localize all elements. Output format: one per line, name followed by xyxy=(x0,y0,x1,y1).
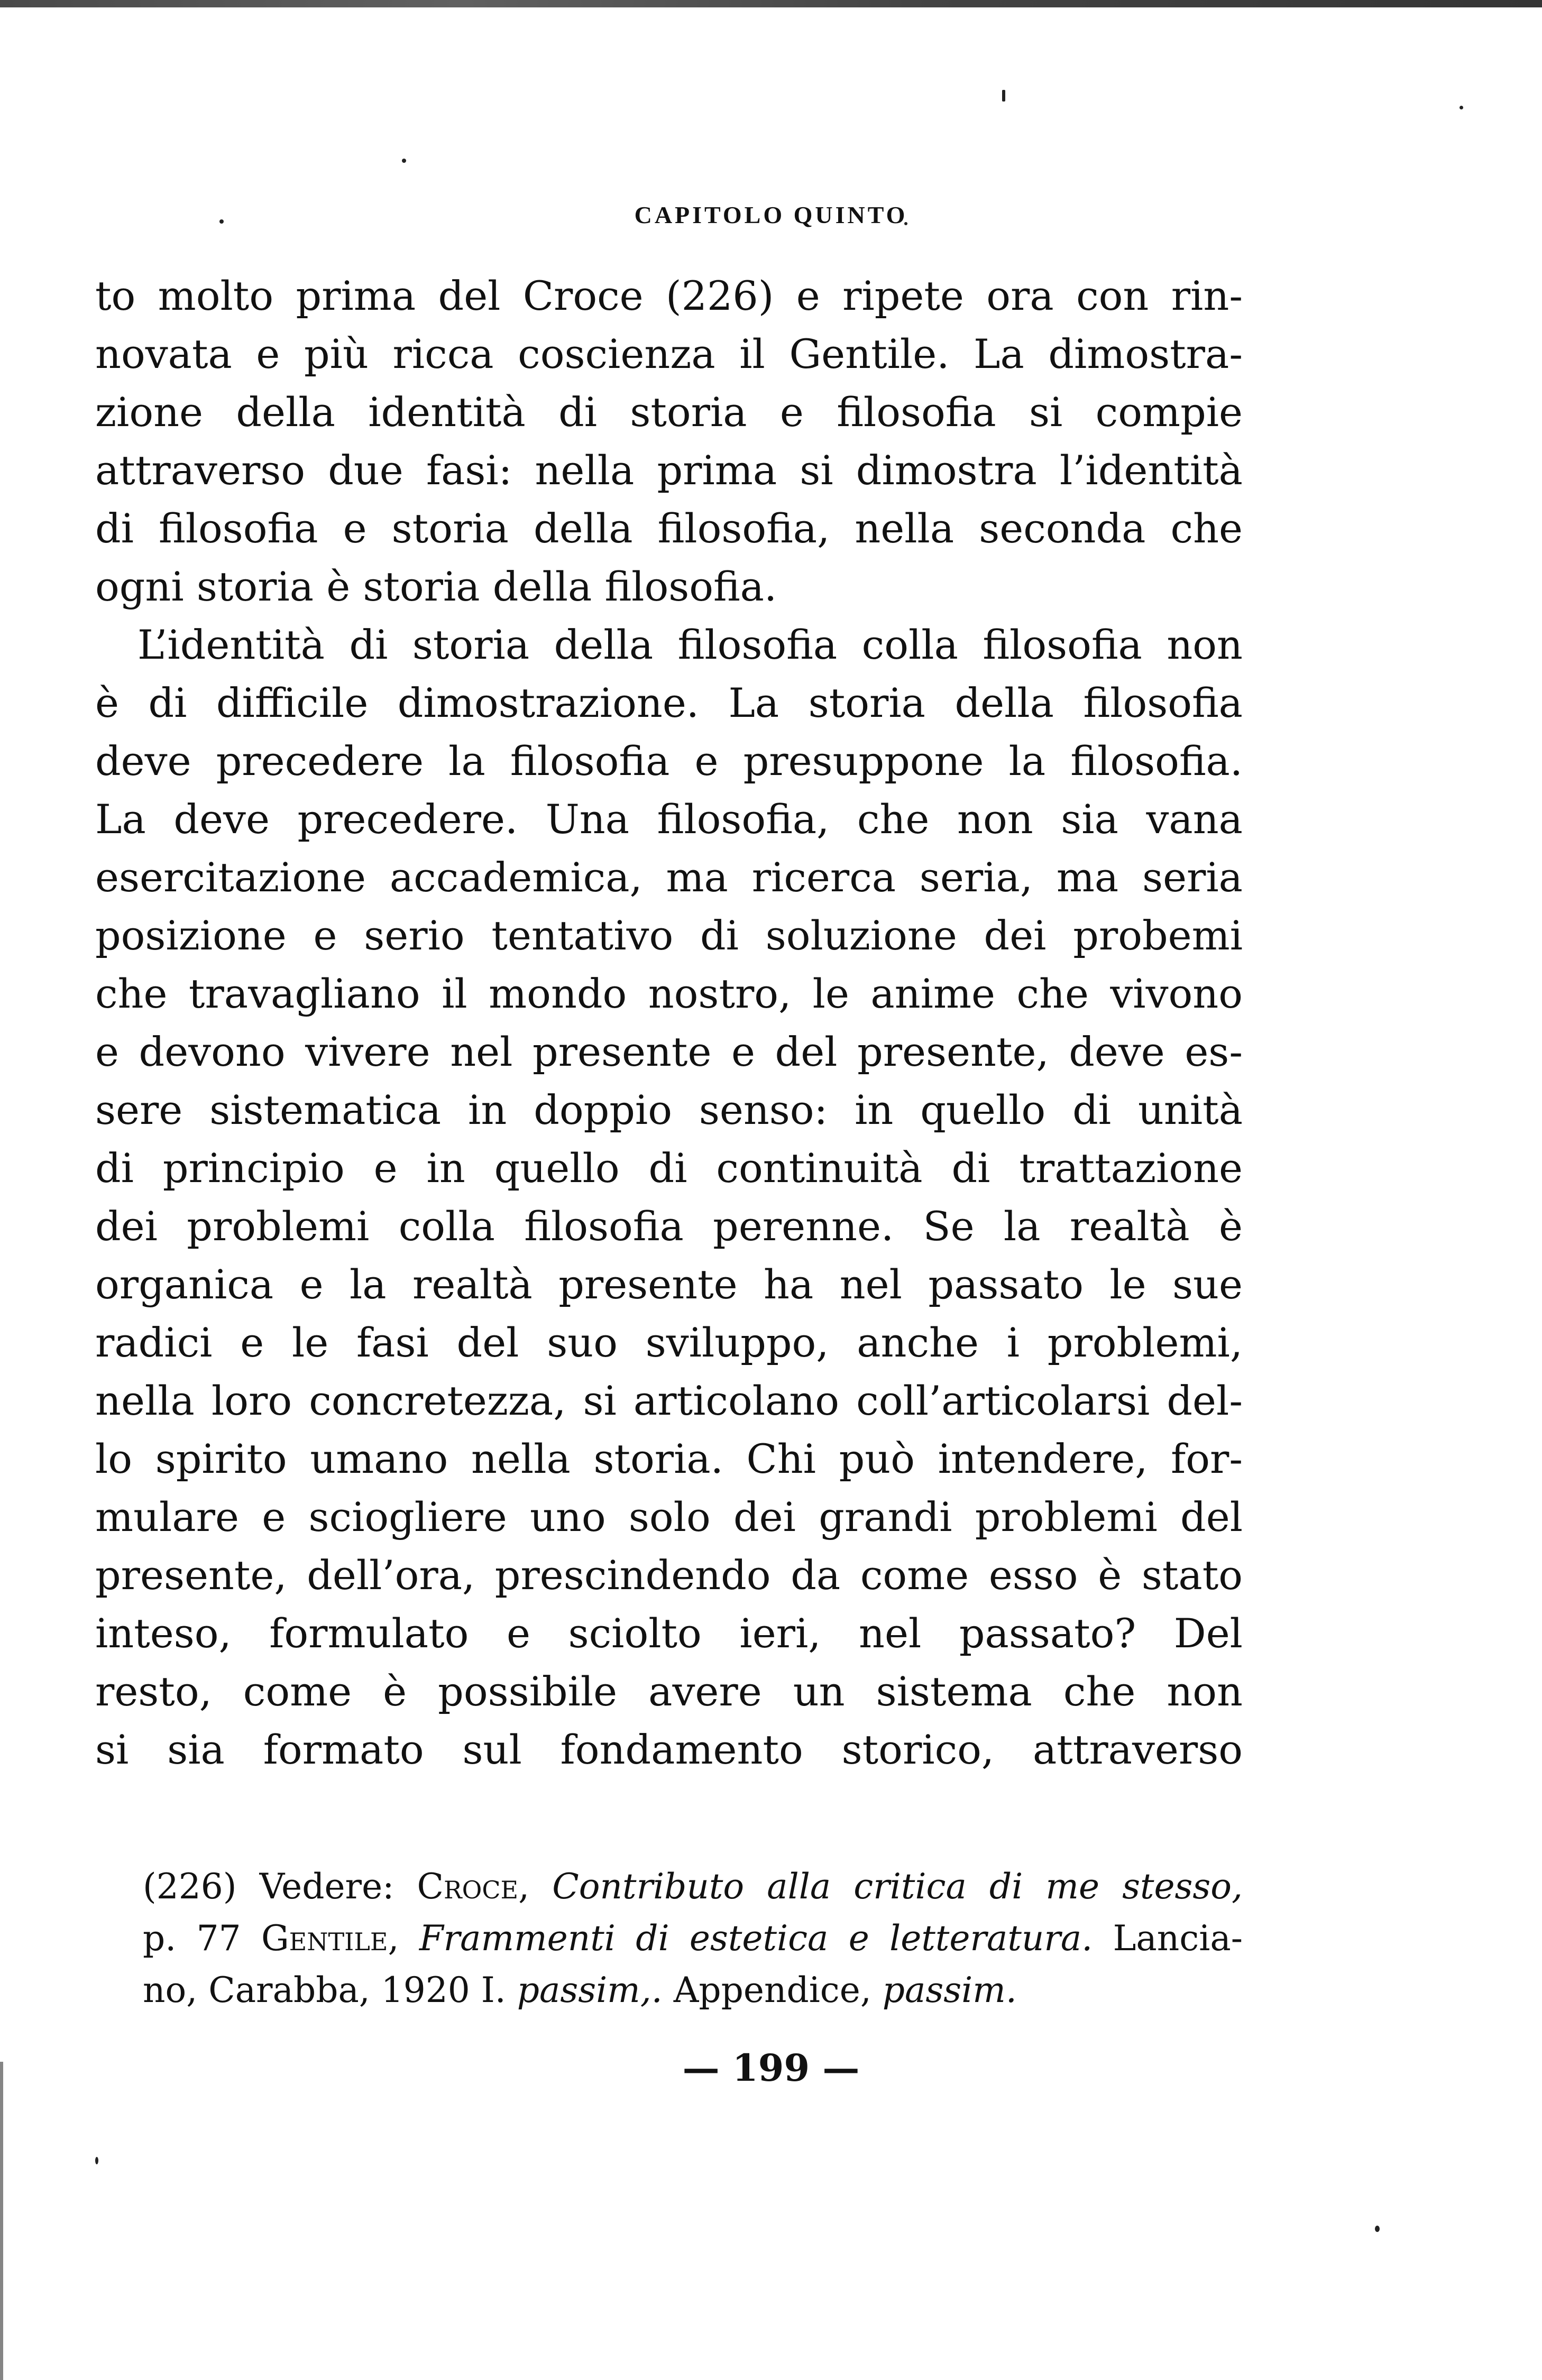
text-line: lo spirito umano nella storia. Chi può intendere, for- xyxy=(95,1435,1243,1482)
footnote-author: Croce, xyxy=(417,1866,530,1907)
text-line: mulare e sciogliere uno solo dei grandi problemi del xyxy=(95,1493,1243,1540)
text-line: La deve precedere. Una filosofia, che non sia vana xyxy=(95,796,1243,843)
text-line: presente, dell’ora, prescindendo da come esso è stato xyxy=(95,1552,1243,1599)
text-line: attraverso due fasi: nella prima si dimostra l’identità xyxy=(95,447,1243,494)
text-line: zione della identità di storia e filosofia si compie xyxy=(95,389,1243,436)
text-line: esercitazione accademica, ma ricerca seria, ma seria xyxy=(95,854,1243,901)
scan-speck xyxy=(1002,90,1005,102)
text-line: ogni storia è storia della filosofia. xyxy=(95,563,777,610)
running-title: CAPITOLO QUINTO xyxy=(634,201,908,228)
footnote-line xyxy=(143,1964,1243,2016)
text-line: to molto prima del Croce (226) e ripete ora con rin- xyxy=(95,272,1243,319)
footnote-appendix: Appendice, xyxy=(673,1970,871,2010)
footnote xyxy=(143,1861,1243,2016)
text-line: si sia formato sul fondamento storico, attraverso xyxy=(95,1726,1243,1773)
footnote-publisher: no, Carabba, 1920 I. xyxy=(143,1970,506,2010)
text-line: deve precedere la filosofia e presuppone la filosofia. xyxy=(95,737,1243,785)
text-line: di filosofia e storia della filosofia, nella seconda che xyxy=(95,505,1243,552)
text-line: di principio e in quello di continuità di trattazione xyxy=(95,1145,1243,1192)
footnote-title: Contributo alla critica di me stesso, xyxy=(552,1866,1243,1907)
footnote-passim: passim. xyxy=(882,1970,1017,2010)
text-line: posizione e serio tentativo di soluzione dei probemi xyxy=(95,912,1243,959)
footnote-page: p. 77 xyxy=(143,1918,241,1959)
footnote-title: Frammenti di estetica e letteratura. xyxy=(419,1918,1093,1959)
text-line: organica e la realtà presente ha nel passato le sue xyxy=(95,1261,1243,1308)
text-line: e devono vivere nel presente e del presente, deve es- xyxy=(95,1028,1243,1075)
footnote-passim: passim,. xyxy=(517,1970,663,2010)
scan-speck xyxy=(1460,106,1463,109)
footnote-place: Lancia- xyxy=(1113,1918,1243,1959)
text-line: sere sistematica in doppio senso: in quello di unità xyxy=(95,1086,1243,1133)
text-line: nella loro concretezza, si articolano coll’articolarsi del- xyxy=(95,1377,1243,1424)
text-line: dei problemi colla filosofia perenne. Se la realtà è xyxy=(95,1203,1243,1250)
scan-speck xyxy=(95,2157,98,2164)
page-number: — 199 — xyxy=(682,2046,860,2090)
footnote-line xyxy=(143,1913,1243,1964)
footnote-author: Gentile, xyxy=(261,1918,399,1959)
scan-left-edge xyxy=(0,2062,3,2380)
scan-speck xyxy=(402,159,406,163)
scan-speck xyxy=(1375,2226,1380,2232)
text-line: novata e più ricca coscienza il Gentile. La dimostra- xyxy=(95,330,1243,377)
text-line: che travagliano il mondo nostro, le anime che vivono xyxy=(95,970,1243,1017)
text-line: L’identità di storia della filosofia colla filosofia non xyxy=(137,621,1243,668)
footnote-number: (226) Vedere: xyxy=(143,1866,394,1907)
body-text xyxy=(95,267,1243,1779)
text-line: radici e le fasi del suo sviluppo, anche i problemi, xyxy=(95,1319,1243,1366)
text-line: è di difficile dimostrazione. La storia della filosofia xyxy=(95,679,1243,726)
scan-top-edge xyxy=(0,0,1542,7)
text-line: inteso, formulato e sciolto ieri, nel passato? Del xyxy=(95,1610,1243,1657)
footnote-line xyxy=(143,1861,1243,1913)
text-line: resto, come è possibile avere un sistema che non xyxy=(95,1668,1243,1715)
